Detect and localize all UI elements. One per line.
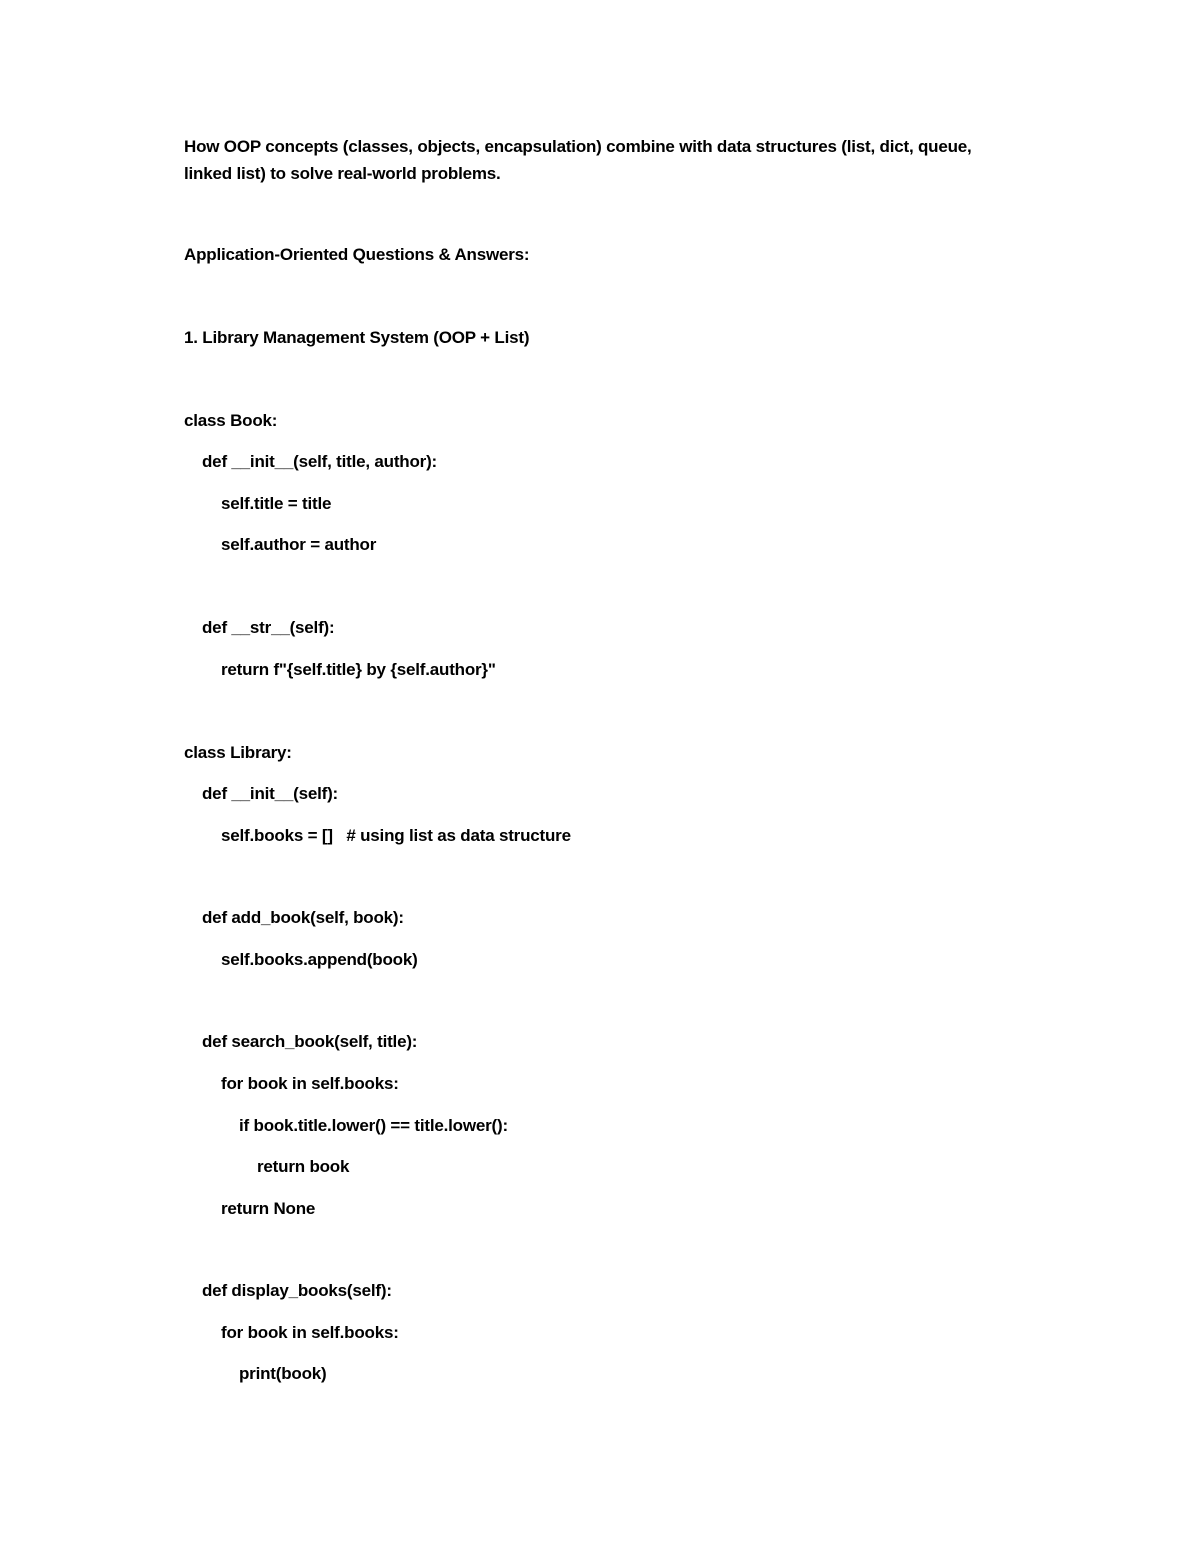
code-line: self.author = author	[221, 535, 377, 554]
code-line: def add_book(self, book):	[202, 908, 404, 927]
intro-paragraph: How OOP concepts (classes, objects, encapsulation) combine with data structures (list, dict, queue, linked list) to solve real-world problems.	[184, 137, 972, 183]
code-line: if book.title.lower() == title.lower():	[239, 1116, 508, 1135]
code-line: self.books.append(book)	[221, 950, 418, 969]
code-line: def display_books(self):	[202, 1281, 392, 1300]
code-line: class Library:	[184, 743, 292, 762]
code-line: return book	[257, 1157, 350, 1176]
code-line: def __init__(self):	[202, 784, 339, 803]
question-title: 1. Library Management System (OOP + List)	[184, 328, 530, 347]
code-line: self.books = [] # using list as data structure	[221, 826, 571, 845]
code-line: print(book)	[239, 1364, 327, 1383]
code-line: def __str__(self):	[202, 618, 335, 637]
code-line: def search_book(self, title):	[202, 1032, 418, 1051]
section-heading: Application-Oriented Questions & Answers:	[184, 245, 530, 264]
code-line: def __init__(self, title, author):	[202, 452, 438, 471]
code-line: for book in self.books:	[221, 1323, 399, 1342]
code-line: return None	[221, 1199, 316, 1218]
code-line: class Book:	[184, 411, 278, 430]
code-line: for book in self.books:	[221, 1074, 399, 1093]
code-line: return f"{self.title} by {self.author}"	[221, 660, 496, 679]
code-line: self.title = title	[221, 494, 332, 513]
